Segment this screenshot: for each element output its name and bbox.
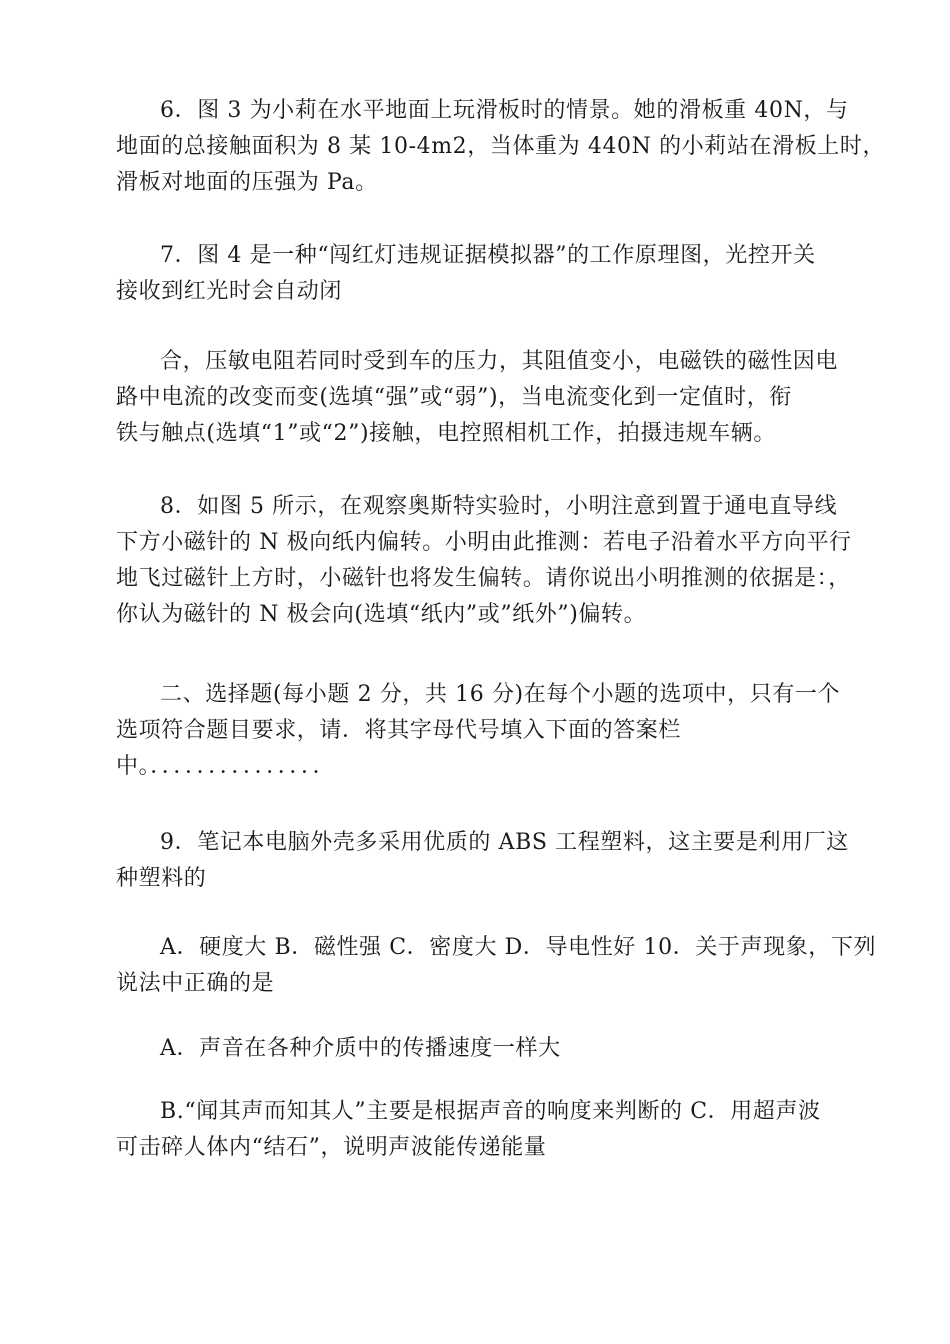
text-line: 铁与触点(选填“1”或“2”)接触，电控照相机工作，拍摄违规车辆。 bbox=[116, 421, 776, 446]
question-9 bbox=[116, 825, 849, 897]
text-line: 合，压敏电阻若同时受到车的压力，其阻值变小，电磁铁的磁性因电 bbox=[160, 349, 839, 374]
text-line: 中。．．．．．．．．．．．．．．． bbox=[116, 754, 336, 779]
text-line: 选项符合题目要求，请．将其字母代号填入下面的答案栏 bbox=[116, 718, 682, 743]
text-line: 接收到红光时会自动闭 bbox=[116, 279, 343, 304]
question-10-option-a bbox=[116, 1031, 846, 1067]
question-8 bbox=[116, 489, 852, 633]
text-line: 路中电流的改变而变(选填“强”或“弱”)，当电流变化到一定值时，衔 bbox=[116, 385, 792, 410]
question-7-intro bbox=[116, 238, 846, 310]
text-line: 二、选择题(每小题 2 分，共 16 分)在每个小题的选项中，只有一个 bbox=[160, 682, 841, 707]
text-line: 你认为磁针的 N 极会向(选填“纸内”或”纸外”)偏转。 bbox=[116, 602, 647, 627]
question-7-body bbox=[116, 344, 846, 452]
text-line: 7．图 4 是一种“闯红灯违规证据模拟器”的工作原理图，光控开关 bbox=[160, 243, 816, 268]
text-line: 下方小磁针的 N 极向纸内偏转。小明由此推测：若电子沿着水平方向平行 bbox=[116, 530, 852, 555]
question-9-options bbox=[116, 930, 877, 1002]
text-line: 地面的总接触面积为 8 某 10-4m2，当体重为 440N 的小莉站在滑板上时， bbox=[116, 134, 886, 159]
text-line: B.“闻其声而知其人”主要是根据声音的响度来判断的 C．用超声波 bbox=[160, 1099, 821, 1124]
text-line: 8．如图 5 所示，在观察奥斯特实验时，小明注意到置于通电直导线 bbox=[160, 494, 838, 519]
question-6 bbox=[116, 93, 886, 201]
text-line: A．硬度大 B．磁性强 C．密度大 D．导电性好 10．关于声现象，下列 bbox=[160, 935, 877, 960]
text-line: A．声音在各种介质中的传播速度一样大 bbox=[160, 1036, 561, 1061]
text-line: 种塑料的 bbox=[116, 866, 207, 891]
section-2-heading bbox=[116, 677, 846, 785]
text-line: 滑板对地面的压强为 Pa。 bbox=[116, 170, 378, 195]
text-line: 6．图 3 为小莉在水平地面上玩滑板时的情景。她的滑板重 40N，与 bbox=[160, 98, 849, 123]
text-line: 地飞过磁针上方时，小磁针也将发生偏转。请你说出小明推测的依据是：， bbox=[116, 566, 851, 591]
text-line: 可击碎人体内“结石”，说明声波能传递能量 bbox=[116, 1135, 547, 1160]
question-10-options-b-c bbox=[116, 1094, 846, 1166]
text-line: 说法中正确的是 bbox=[116, 971, 275, 996]
text-line: 9．笔记本电脑外壳多采用优质的 ABS 工程塑料，这主要是利用厂这 bbox=[160, 830, 849, 855]
